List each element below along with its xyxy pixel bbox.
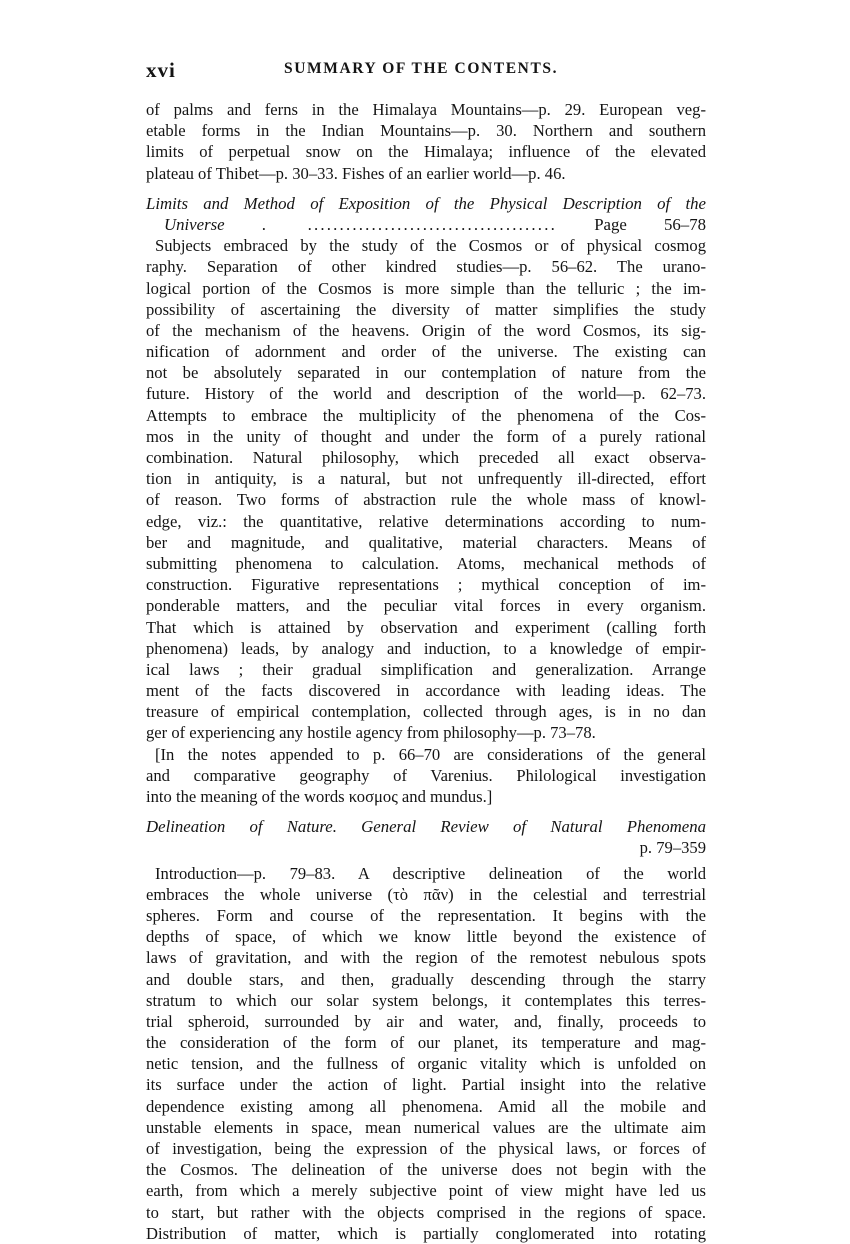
text-line: ger of experiencing any hostile agency from philosophy—p. 73–78.: [146, 723, 596, 743]
text-line: trial spheroid, surrounded by air and water, and, finally, proceeds to: [146, 1011, 706, 1031]
text-line: submitting phenomena to calculation. Atoms, mechanical methods of: [146, 553, 706, 573]
text-line: [In the notes appended to p. 66–70 are considerations of the general: [155, 744, 706, 764]
text-line: logical portion of the Cosmos is more simple than the telluric ; the im-: [146, 278, 706, 298]
paragraph-notes: [146, 744, 706, 808]
page-reference: p. 79–359: [639, 838, 706, 858]
text-line: and double stars, and then, gradually descending through the starry: [146, 969, 706, 989]
text-line: unstable elements in space, mean numerical values are the ultimate aim: [146, 1117, 706, 1137]
text-line: limits of perpetual snow on the Himalaya; influence of the elevated: [146, 142, 706, 162]
text-line: treasure of empirical contemplation, collected through ages, is in no dan: [146, 702, 706, 722]
text-line: construction. Figurative representations ; mythical conception of im-: [146, 575, 706, 595]
text-line: spheres. Form and course of the representation. It begins with the: [146, 905, 706, 925]
page-header: [146, 58, 706, 82]
text-line: its surface under the action of light. Partial insight into the relative: [146, 1075, 706, 1095]
heading-line: Limits and Method of Exposition of the Physical Description of the: [146, 193, 706, 213]
text-line: combination. Natural philosophy, which preceded all exact observa-: [146, 448, 706, 467]
text-line: etable forms in the Indian Mountains—p. 30. Northern and southern: [146, 121, 706, 141]
text-line: future. History of the world and description of the world—p. 62–73.: [146, 384, 706, 404]
leader-dots: . .......................................: [261, 214, 557, 234]
text-line: Introduction—p. 79–83. A descriptive delineation of the world: [155, 863, 706, 883]
section-heading-limits: [146, 193, 706, 235]
heading-title-end: Universe: [164, 214, 225, 234]
heading-line: Delineation of Nature. General Review of Natural Phenomena: [146, 817, 706, 837]
text-line: edge, viz.: the quantitative, relative determinations according to num-: [146, 511, 706, 531]
text-line: stratum to which our solar system belongs, it contemplates this terres-: [146, 990, 706, 1010]
text-line: ponderable matters, and the peculiar vital forces in every organism.: [146, 596, 706, 616]
text-line: netic tension, and the fullness of organic vitality which is unfolded on: [146, 1054, 706, 1074]
text-line: of palms and ferns in the Himalaya Mountains—p. 29. European veg-: [146, 100, 706, 119]
text-line: not be absolutely separated in our contemplation of nature from the: [146, 363, 706, 383]
page-number: xvi: [146, 58, 176, 82]
text-line: the Cosmos. The delineation of the universe does not begin with the: [146, 1160, 706, 1180]
text-line: ber and magnitude, and qualitative, material characters. Means of: [146, 532, 706, 552]
text-line: possibility of ascertaining the diversity of matter simplifies the study: [146, 299, 706, 319]
heading-line-with-page: [146, 214, 706, 235]
text-line: ical laws ; their gradual simplification and generalization. Arrange: [146, 659, 706, 679]
text-line: raphy. Separation of other kindred studies—p. 56–62. The urano-: [146, 257, 706, 277]
text-line: phenomena) leads, by analogy and induction, to a knowledge of empir-: [146, 638, 706, 658]
text-line: into the meaning of the words κοσμος and mundus.]: [146, 787, 493, 806]
text-line: laws of gravitation, and with the region of the remotest nebulous spots: [146, 948, 706, 968]
text-line: tion in antiquity, is a natural, but not unfrequently ill-directed, effort: [146, 469, 706, 489]
text-line: ment of the facts discovered in accordance with leading ideas. The: [146, 681, 706, 701]
running-head: SUMMARY OF THE CONTENTS.: [284, 60, 559, 77]
text-line: and comparative geography of Varenius. Philological investigation: [146, 765, 706, 785]
text-line: of investigation, being the expression of the physical laws, or forces of: [146, 1139, 706, 1158]
text-line: dependence existing among all phenomena. Amid all the mobile and: [146, 1096, 706, 1116]
paragraph-introduction: [146, 863, 706, 1244]
text-line: Distribution of matter, which is partially conglomerated into rotating: [146, 1223, 706, 1243]
page-reference: Page 56–78: [594, 214, 706, 234]
text-line: the consideration of the form of our planet, its temperature and mag-: [146, 1033, 706, 1053]
paragraph-continuation: [146, 99, 706, 184]
text-line: to start, but rather with the objects comprised in the regions of space.: [146, 1202, 706, 1222]
paragraph-subjects: [146, 235, 706, 744]
text-line: That which is attained by observation and experiment (calling forth: [146, 617, 706, 637]
text-line: of the mechanism of the heavens. Origin of the word Cosmos, its sig-: [146, 320, 706, 340]
text-line: Subjects embraced by the study of the Cosmos or of physical cosmog: [155, 236, 706, 256]
text-line: mos in the unity of thought and under the form of a purely rational: [146, 426, 706, 446]
text-line: embraces the whole universe (τὸ πᾶν) in the celestial and terrestrial: [146, 884, 706, 904]
section-heading-delineation: [146, 816, 706, 858]
page-body: [146, 99, 706, 1244]
text-line: earth, from which a merely subjective point of view might have led us: [146, 1181, 706, 1201]
text-line: depths of space, of which we know little beyond the existence of: [146, 927, 706, 947]
text-line: Attempts to embrace the multiplicity of the phenomena of the Cos-: [146, 405, 706, 425]
text-line: of reason. Two forms of abstraction rule the whole mass of knowl-: [146, 490, 706, 510]
text-line: plateau of Thibet—p. 30–33. Fishes of an earlier world—p. 46.: [146, 163, 566, 183]
text-line: nification of adornment and order of the universe. The existing can: [146, 342, 706, 362]
